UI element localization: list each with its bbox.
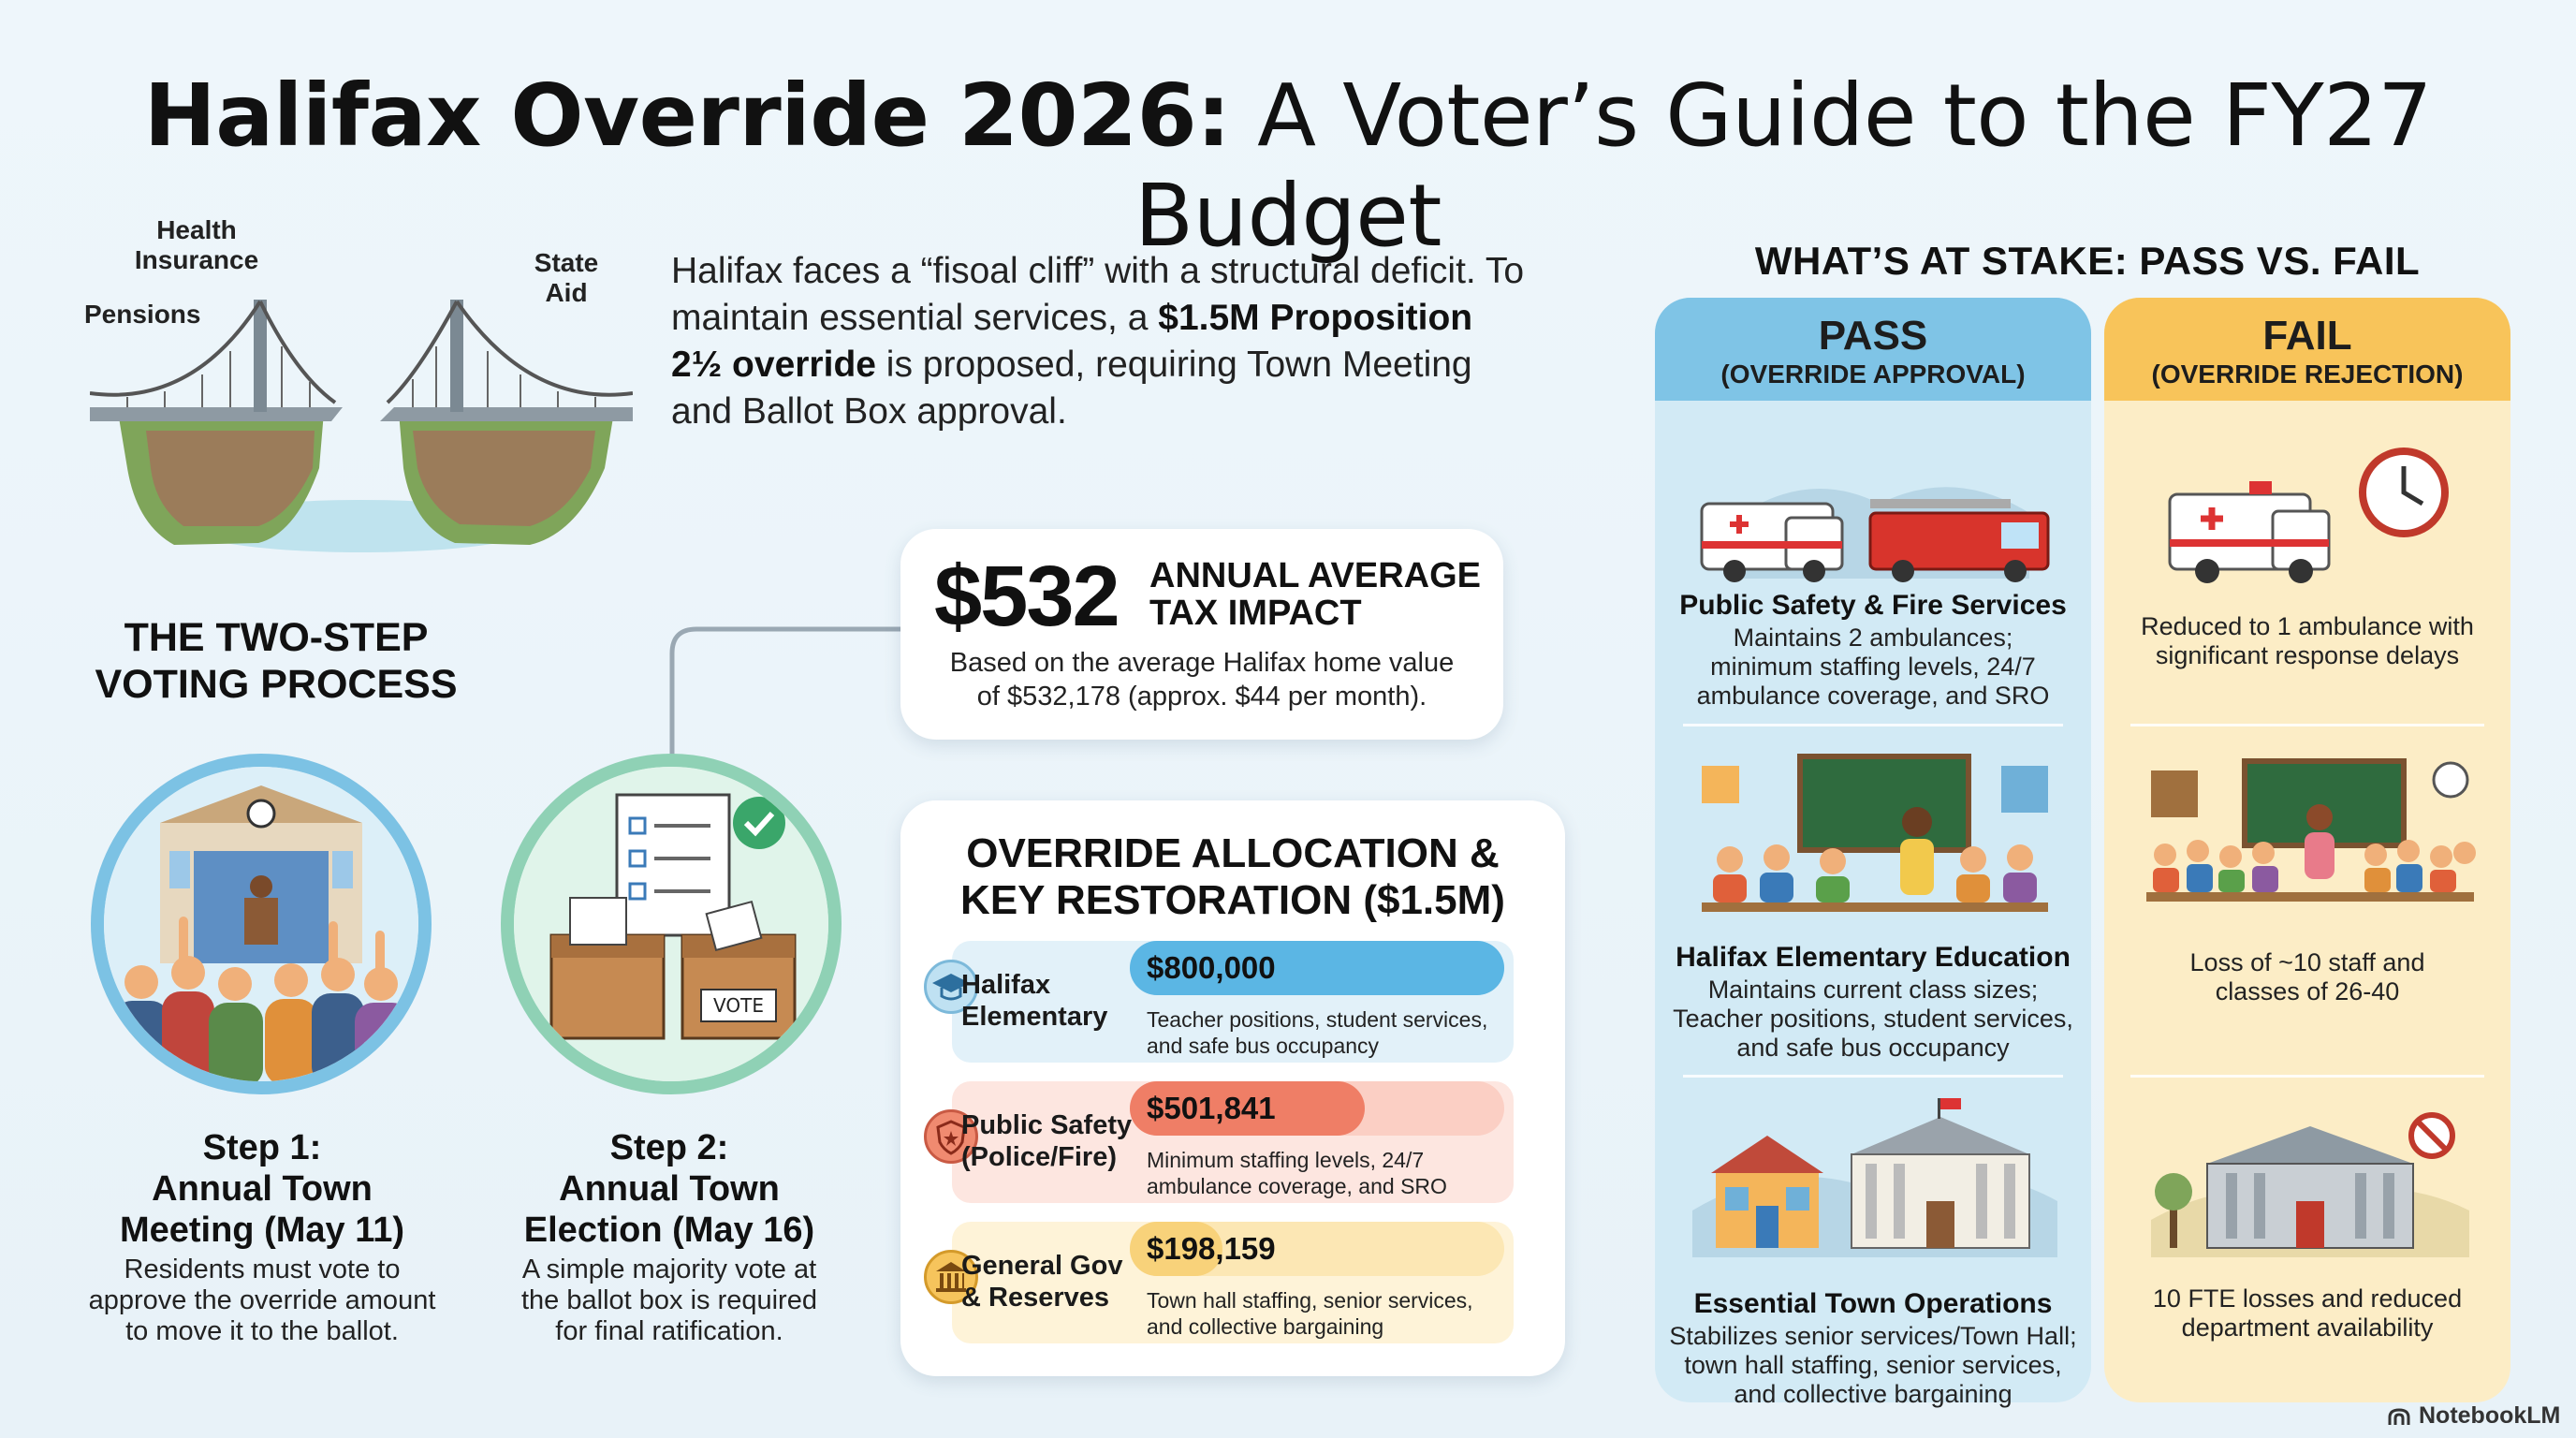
pass-item-description: Maintains 2 ambulances; minimum staffing levels, 24/7 ambulance coverage, and SRO <box>1696 624 2050 710</box>
ballot-box-icon <box>514 767 828 1081</box>
classroom-icon <box>1692 747 2057 925</box>
allocation-label: Halifax Elementary <box>961 970 1108 1032</box>
allocation-description: Town hall staffing, senior services, and collective bargaining <box>1147 1288 1473 1339</box>
pass-item-title: Public Safety & Fire Services <box>1679 590 2067 621</box>
allocation-description: Minimum staffing levels, 24/7 ambulance coverage, and SRO <box>1147 1148 1447 1198</box>
step2-title: Step 2: Annual Town Election (May 16) <box>523 1128 815 1250</box>
ambulance-fire-truck-icon <box>1692 448 2057 588</box>
allocation-card <box>900 800 1565 1376</box>
page-title: Halifax Override 2026: A Voter’s Guide to the FY27 Budget <box>143 66 2433 266</box>
town-hall-school-icon <box>1692 1098 2057 1267</box>
fail-header <box>2104 298 2510 401</box>
fail-item-description: Reduced to 1 ambulance with significant response delays <box>2141 612 2474 669</box>
step1-title: Step 1: Annual Town Meeting (May 11) <box>119 1128 405 1250</box>
tax-label: ANNUAL AVERAGE TAX IMPACT <box>1149 556 1481 633</box>
step2-description: A simple majority vote at the ballot box is required for final ratification. <box>521 1255 817 1346</box>
tax-amount: $532 <box>934 549 1119 644</box>
pass-header <box>1655 298 2091 401</box>
pass-item-description: Maintains current class sizes; Teacher positions, student services, and safe bus occupancy <box>1673 976 2073 1062</box>
notebooklm-logo-icon <box>2387 1406 2411 1427</box>
allocation-amount: $501,841 <box>1147 1091 1276 1125</box>
town-meeting-icon <box>104 767 418 1081</box>
allocation-amount: $198,159 <box>1147 1231 1276 1266</box>
intro-paragraph: Halifax faces a “fisoal cliff” with a structural deficit. To maintain essential services, a $1.5M Proposition 2½ override is proposed, requiring Town Meeting and Ballot Box approval. <box>671 251 1525 432</box>
pass-divider <box>1683 1075 2063 1078</box>
pass-divider <box>1683 724 2063 726</box>
allocation-label: Public Safety (Police/Fire) <box>961 1110 1133 1172</box>
bridge-label-pensions: Pensions <box>84 300 201 329</box>
bridge-label-health-insurance: Health Insurance <box>134 215 259 274</box>
pass-title: PASS <box>1818 313 1928 359</box>
pass-item-title: Halifax Elementary Education <box>1676 942 2071 973</box>
two-step-heading: THE TWO-STEP VOTING PROCESS <box>95 615 458 707</box>
stakes-heading: WHAT’S AT STAKE: PASS VS. FAIL <box>1754 239 2421 283</box>
ballot-vote-label: VOTE <box>713 994 764 1017</box>
step2-ballot-illustration <box>501 754 842 1094</box>
allocation-row-elementary <box>952 941 1514 1063</box>
brand-badge <box>2387 1402 2560 1430</box>
connector-line <box>655 609 908 777</box>
crowded-classroom-icon <box>2142 752 2479 920</box>
closed-town-hall-icon <box>2151 1108 2469 1267</box>
fail-column <box>2104 298 2510 1402</box>
ambulance-clock-icon <box>2160 438 2460 588</box>
tax-note: Based on the average Halifax home value of $532,178 (approx. $44 per month). <box>949 648 1455 712</box>
allocation-title: OVERRIDE ALLOCATION & KEY RESTORATION ($1.5M) <box>960 830 1505 923</box>
step1-description: Residents must vote to approve the override amount to move it to the ballot. <box>88 1255 436 1346</box>
fail-title: FAIL <box>2262 313 2352 359</box>
pass-subtitle: (OVERRIDE APPROVAL) <box>1720 360 2026 389</box>
step1-town-meeting-illustration <box>91 754 432 1094</box>
bridge-label-state-aid: State Aid <box>534 248 599 307</box>
fail-item-description: 10 FTE losses and reduced department availability <box>2152 1284 2463 1342</box>
pass-item-title: Essential Town Operations <box>1693 1288 2053 1319</box>
fail-divider <box>2130 724 2484 726</box>
tax-impact-card <box>900 529 1503 740</box>
pass-item-description: Stabilizes senior services/Town Hall; town hall staffing, senior services, and collective bargaining <box>1669 1322 2077 1408</box>
pass-column <box>1655 298 2091 1408</box>
fail-divider <box>2130 1075 2484 1078</box>
brand-label: NotebookLM <box>2419 1402 2561 1429</box>
fail-subtitle: (OVERRIDE REJECTION) <box>2151 360 2464 389</box>
allocation-row-public-safety <box>952 1081 1514 1203</box>
fail-item-description: Loss of ~10 staff and classes of 26-40 <box>2189 948 2425 1005</box>
allocation-row-general-gov <box>952 1222 1514 1343</box>
allocation-description: Teacher positions, student services, and safe bus occupancy <box>1147 1007 1488 1058</box>
allocation-label: General Gov & Reserves <box>961 1251 1123 1313</box>
allocation-amount: $800,000 <box>1147 950 1276 985</box>
